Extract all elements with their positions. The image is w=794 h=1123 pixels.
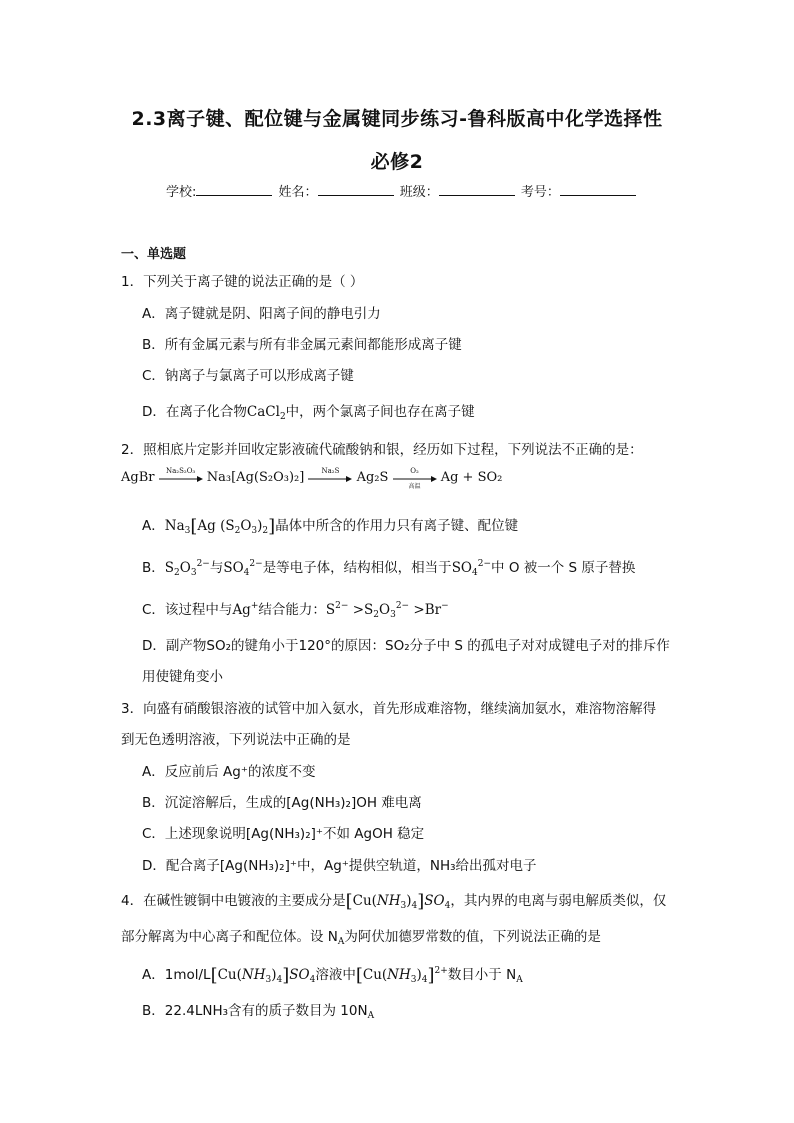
q2-a-suffix: 晶体中所含的作用力只有离子键、配位键 bbox=[275, 518, 519, 534]
q2-c-ag: Ag+ bbox=[232, 601, 259, 618]
q2-c-prefix: C．该过程中与 bbox=[142, 602, 233, 618]
q4-stem1-prefix: 4．在碱性镀铜中电镀液的主要成分是 bbox=[121, 893, 346, 909]
q4-stem1-suffix: ，其内界的电离与弱电解质类似，仅 bbox=[450, 893, 667, 909]
name-blank[interactable] bbox=[318, 183, 394, 196]
q1-option-c: C．钠离子与氯离子可以形成离子键 bbox=[142, 368, 354, 384]
section-heading: 一、单选题 bbox=[121, 247, 187, 262]
q2-option-d-line2: 用使键角变小 bbox=[142, 669, 223, 685]
q4-option-a bbox=[142, 963, 523, 986]
exam-no-blank[interactable] bbox=[560, 183, 636, 196]
q2-reaction-scheme bbox=[121, 466, 503, 490]
q2-a-formula: $Na_3[Ag$ $(S_2O_3)_2$] bbox=[164, 516, 276, 537]
q4-stem-line2 bbox=[121, 925, 601, 945]
q1-stem: 1．下列关于离子键的说法正确的是（ ） bbox=[121, 274, 364, 290]
q2-b-suffix: 中 O 被一个 S 原子替换 bbox=[491, 560, 636, 576]
q2-c-mid: 结合能力： bbox=[258, 602, 326, 618]
q2-b-mid1: 与 bbox=[209, 560, 224, 576]
arrow-2 bbox=[308, 466, 352, 485]
arrow-3-condition: 高温 bbox=[408, 482, 421, 490]
arrow-1-icon bbox=[159, 476, 203, 482]
q4-stem2-sub: A bbox=[337, 937, 345, 947]
q2-option-a bbox=[142, 514, 518, 537]
q4-b-sub: A bbox=[367, 1011, 375, 1021]
q3-option-a: A．反应前后 Ag⁺的浓度不变 bbox=[142, 764, 316, 780]
scheme-end: Ag + SO₂ bbox=[440, 470, 503, 485]
q3-stem-line1: 3．向盛有硝酸银溶液的试管中加入氨水，首先形成难溶物，继续滴加氨水，难溶物溶解得 bbox=[121, 701, 657, 717]
q2-a-prefix: A． bbox=[142, 518, 165, 534]
student-info-row bbox=[166, 181, 638, 200]
q2-option-d-line1: D．副产物SO₂的键角小于120°的原因：SO₂分子中 S 的孤电子对对成键电子对的排斥作 bbox=[142, 638, 670, 654]
q4-stem2-prefix: 部分解离为中心离子和配位体。设 N bbox=[121, 929, 338, 945]
exam-no-label: 考号： bbox=[520, 185, 560, 200]
q4-a-suffix: 数目小于 N bbox=[447, 967, 517, 983]
q4-a-formula2: $[Cu(NH_3)_4]^{2+}$ bbox=[355, 965, 448, 986]
q2-stem: 2．照相底片定影并回收定影液硫代硫酸钠和银，经历如下过程，下列说法不正确的是： bbox=[121, 442, 643, 458]
arrow-2-reagent: Na₂S bbox=[321, 466, 340, 475]
q1-option-b: B．所有金属元素与所有非金属元素间都能形成离子键 bbox=[142, 337, 462, 353]
arrow-2-icon bbox=[308, 476, 352, 482]
q2-option-c bbox=[142, 598, 449, 618]
q4-a-mid: 溶液中 bbox=[315, 967, 356, 983]
arrow-3 bbox=[393, 466, 437, 490]
q4-b-text: B．22.4LNH₃含有的质子数目为 10N bbox=[142, 1003, 368, 1019]
q4-complex-formula: $[Cu(NH_3)_4]SO_4$ bbox=[345, 891, 451, 912]
q4-a-sub: A bbox=[516, 975, 523, 985]
scheme-mid1: Na₃[Ag(S₂O₃)₂] bbox=[206, 470, 305, 485]
q4-option-b bbox=[142, 999, 374, 1019]
q2-b-prefix: B． bbox=[142, 560, 165, 576]
class-blank[interactable] bbox=[439, 183, 515, 196]
q1-option-d bbox=[142, 400, 475, 420]
class-label: 班级： bbox=[399, 185, 439, 200]
scheme-mid2: Ag₂S bbox=[356, 470, 389, 485]
q3-option-b: B．沉淀溶解后，生成的[Ag(NH₃)₂]OH 难电离 bbox=[142, 795, 422, 811]
q4-stem2-suffix: 为阿伏加德罗常数的值，下列说法正确的是 bbox=[344, 929, 601, 945]
q2-b-ion2: $SO_4^{2-}$ bbox=[223, 559, 263, 578]
q4-stem-line1 bbox=[121, 889, 666, 912]
worksheet-title-line2: 必修2 bbox=[370, 151, 424, 173]
q2-b-mid2: 是等电子体，结构相似，相当于 bbox=[262, 560, 452, 576]
school-label: 学校: bbox=[166, 185, 197, 200]
arrow-1-reagent: Na₂S₂O₃ bbox=[165, 466, 196, 475]
q2-option-b bbox=[142, 556, 635, 576]
scheme-start: AgBr bbox=[121, 470, 155, 485]
school-blank[interactable] bbox=[196, 183, 272, 196]
q1-d-prefix: D．在离子化合物 bbox=[142, 404, 247, 420]
q1-option-a: A．离子键就是阴、阳离子间的静电引力 bbox=[142, 306, 381, 322]
q3-stem-line2: 到无色透明溶液，下列说法中正确的是 bbox=[121, 732, 351, 748]
q2-b-ion3: $SO_4^{2-}$ bbox=[451, 559, 492, 578]
q3-option-d: D．配合离子[Ag(NH₃)₂]⁺中，Ag⁺提供空轨道，NH₃给出孤对电子 bbox=[142, 858, 537, 874]
worksheet-title-line1: 2.3离子键、配位键与金属键同步练习-鲁科版高中化学选择性 bbox=[131, 108, 663, 130]
q4-a-prefix: A．1mol/L bbox=[142, 967, 211, 983]
arrow-3-reagent: O₂ bbox=[410, 466, 419, 475]
q2-c-order: $S^{2-} >S_2O_3^{2-} >Br^-$ bbox=[325, 601, 449, 620]
q2-b-ion1: $S_2O_3^{2-}$ bbox=[164, 559, 210, 578]
q1-d-suffix: 中，两个氯离子间也存在离子键 bbox=[285, 404, 475, 420]
q4-a-formula1: $[Cu(NH_3)_4]SO_4$ bbox=[210, 965, 316, 986]
q1-d-formula: CaCl$_2$ bbox=[246, 404, 286, 422]
q3-option-c: C．上述现象说明[Ag(NH₃)₂]⁺不如 AgOH 稳定 bbox=[142, 826, 425, 842]
name-label: 姓名： bbox=[278, 185, 318, 200]
arrow-1 bbox=[159, 466, 203, 485]
